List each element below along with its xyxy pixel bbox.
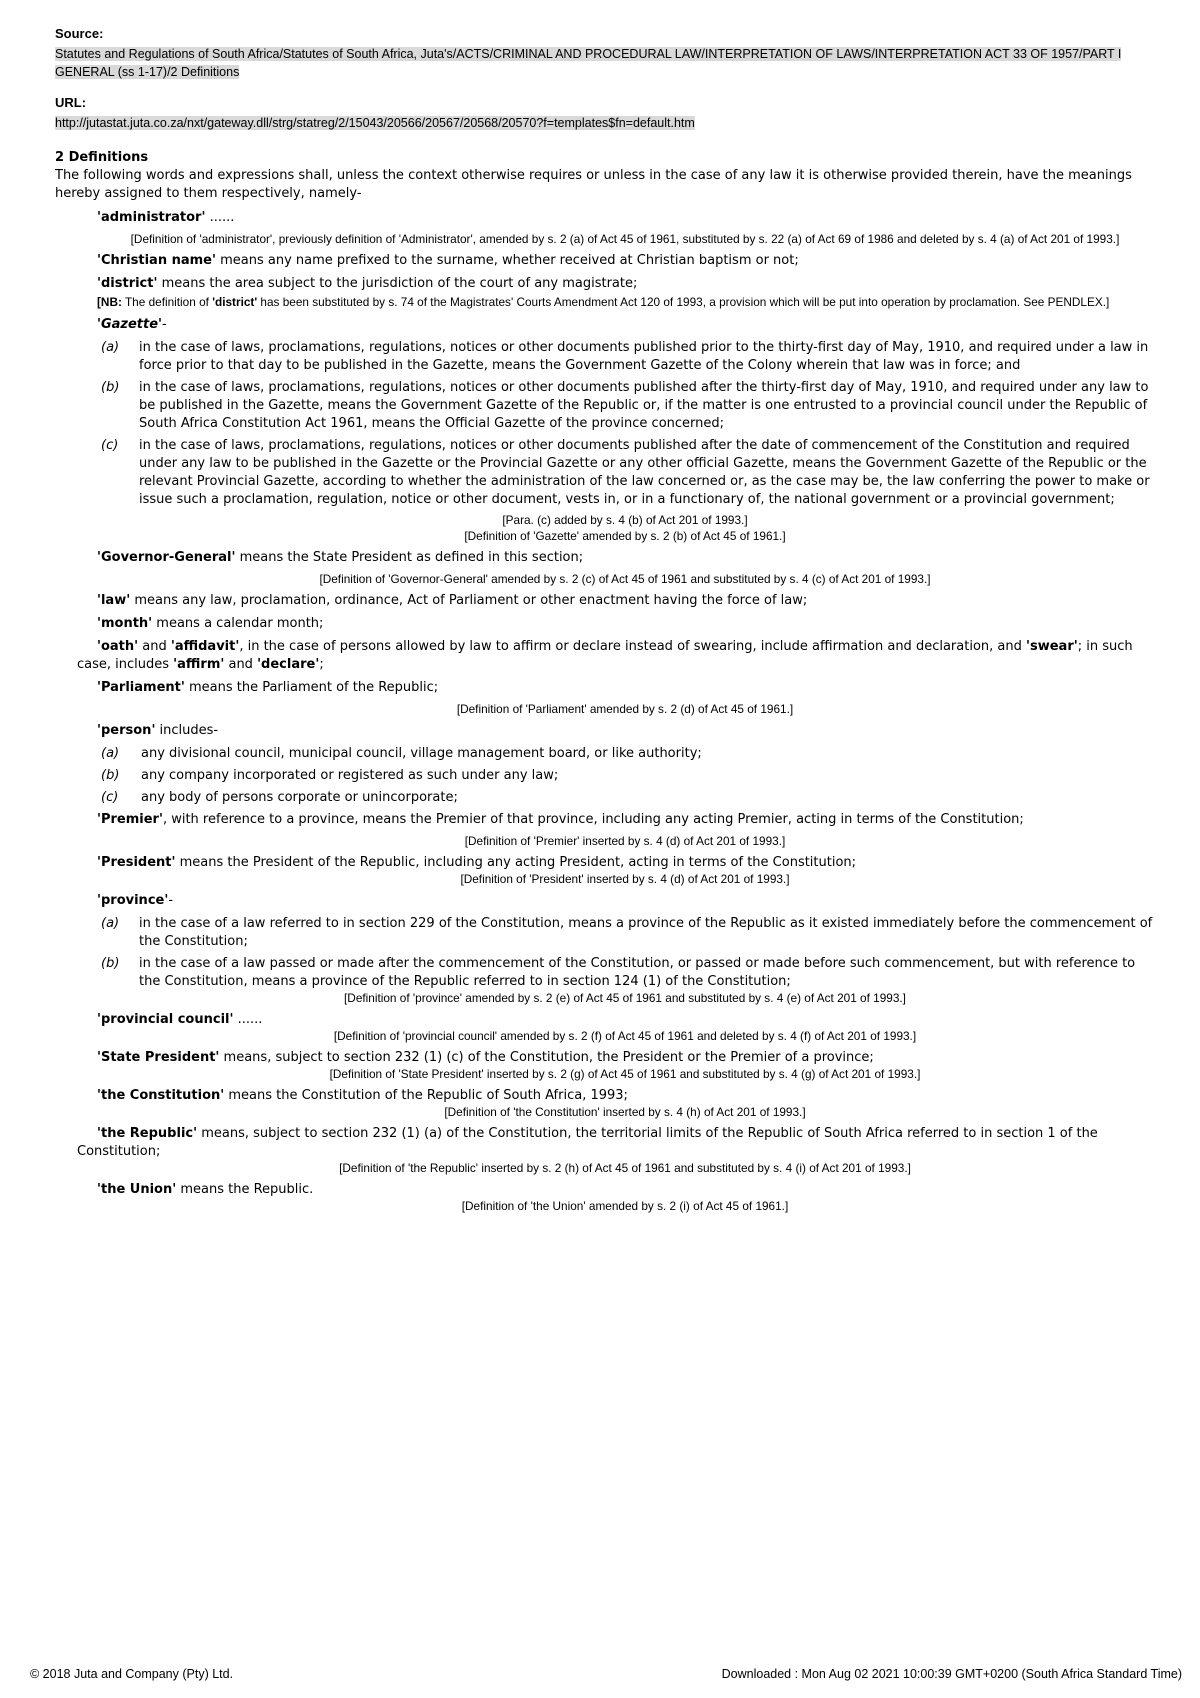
document-page	[55, 26, 1155, 1219]
def-text: and	[138, 639, 171, 654]
sub-label: (c)	[101, 438, 119, 453]
amendment-note: [Definition of 'President' inserted by s. 4 (d) of Act 201 of 1993.]	[460, 872, 790, 886]
def-term: 'Governor-General'	[97, 550, 236, 565]
def-term: 'oath'	[97, 639, 139, 654]
def-text: means the Constitution of the Republic of South Africa, 1993;	[224, 1088, 628, 1103]
def-term: 'affirm'	[173, 657, 225, 672]
def-month	[97, 615, 1155, 633]
def-text: means the Republic.	[176, 1182, 314, 1197]
url-line[interactable]	[55, 114, 1155, 132]
def-term: 'State President'	[97, 1050, 220, 1065]
amendment-note: [Definition of 'Parliament' amended by s. 2 (d) of Act 45 of 1961.]	[456, 702, 794, 716]
sub-text: in the case of laws, proclamations, regulations, notices or other documents published after the date of commencement of the Constitution and required under any law to be published in the Gazette or the Provincial Gazette or any other official Gazette, means the Government Gazette of the Republic or the relevant Provincial Gazette, according to whether the administration of the law concerned or, as the case may be, the law conferring the power to make or issue such a proclamation, regulation, notice or other document, vests in, or in a functionary of, the national government or a provincial government;	[139, 438, 1150, 507]
def-christian-name	[97, 252, 1155, 270]
download-timestamp: Downloaded : Mon Aug 02 2021 10:00:39 GMT+0200 (South Africa Standard Time)	[721, 1667, 1182, 1681]
sub-label: (a)	[101, 916, 120, 931]
copyright-text: © 2018 Juta and Company (Pty) Ltd.	[30, 1667, 234, 1681]
sub-paragraph	[97, 745, 1155, 763]
def-term: 'declare'	[257, 657, 320, 672]
amendment-note: [Definition of 'Premier' inserted by s. 4 (d) of Act 201 of 1993.]	[464, 834, 786, 848]
source-label: Source:	[55, 26, 104, 41]
amendment-note: [Definition of 'Governor-General' amended by s. 2 (c) of Act 45 of 1961 and substituted by s. 4 (c) of Act 201 of 1993.]	[319, 572, 931, 586]
def-the-union	[97, 1181, 1155, 1199]
sub-text: in the case of a law passed or made after the commencement of the Constitution, or passed or made before such commencement, but with reference to the Constitution, means a province of the Republic referred to in section 124 (1) of the Constitution;	[139, 956, 1136, 989]
amendment-note: [Definition of 'Gazette' amended by s. 2 (b) of Act 45 of 1961.]	[464, 529, 786, 543]
sub-paragraph	[97, 789, 1155, 807]
sub-paragraph	[97, 437, 1155, 509]
def-term: 'swear'	[1026, 639, 1078, 654]
def-the-constitution	[97, 1087, 1155, 1105]
def-provincial-council	[97, 1011, 1155, 1029]
def-text: means, subject to section 232 (1) (a) of the Constitution, the territorial limits of the Republic of South Africa referred to in section 1 of the Constitution;	[77, 1126, 1098, 1159]
url-label: URL:	[55, 95, 87, 110]
nb-term: 'district'	[212, 295, 258, 309]
def-text: means any law, proclamation, ordinance, Act of Parliament or other enactment having the force of law;	[130, 593, 808, 608]
def-text: ......	[233, 1012, 263, 1027]
def-term: 'affidavit'	[170, 639, 240, 654]
sub-label: (b)	[101, 956, 120, 971]
def-text: means the Parliament of the Republic;	[184, 680, 439, 695]
def-text: ;	[319, 657, 324, 672]
def-text: ; in such case, includes	[77, 639, 1133, 672]
sub-text: any divisional council, municipal council, village management board, or like authority;	[141, 746, 702, 761]
def-text: means the President of the Republic, including any acting President, acting in terms of the Constitution;	[175, 855, 857, 870]
sub-label: (b)	[101, 380, 120, 395]
sub-text: in the case of a law referred to in section 229 of the Constitution, means a province of the Republic as it existed immediately before the commencement of the Constitution;	[139, 916, 1153, 949]
def-term: 'province'	[97, 893, 169, 908]
source-text: Statutes and Regulations of South Africa/Statutes of South Africa, Juta's/ACTS/CRIMINAL AND PROCEDURAL LAW/INTERPRETATION OF LAWS/INTERPRETATION ACT 33 OF 1957/PART I GENERAL (ss 1-17)/2 Definitions	[55, 47, 1122, 79]
def-state-president	[97, 1049, 1155, 1067]
def-term: 'district'	[97, 276, 158, 291]
def-term: 'administrator'	[97, 210, 206, 225]
def-premier	[77, 811, 1155, 829]
sub-text: any company incorporated or registered as such under any law;	[141, 768, 559, 783]
sub-paragraph	[97, 915, 1155, 951]
sub-label: (a)	[101, 340, 120, 355]
def-text: includes-	[155, 723, 219, 738]
def-term: 'person'	[97, 723, 156, 738]
def-president	[97, 854, 1155, 872]
amendment-note: [Definition of 'the Constitution' inserted by s. 4 (h) of Act 201 of 1993.]	[444, 1105, 806, 1119]
nb-pre: The definition of	[121, 295, 213, 309]
def-text: ......	[205, 210, 235, 225]
sub-text: any body of persons corporate or unincorporate;	[141, 790, 458, 805]
amendment-note: [Definition of 'province' amended by s. 2 (e) of Act 45 of 1961 and substituted by s. 4 (e) of Act 201 of 1993.]	[344, 991, 906, 1005]
def-term: 'Gazette'	[97, 317, 163, 332]
nb-note	[97, 295, 1155, 310]
page-footer	[30, 1667, 1182, 1681]
def-text: means the State President as defined in this section;	[235, 550, 584, 565]
def-term: 'law'	[97, 593, 131, 608]
def-term: 'President'	[97, 855, 176, 870]
def-term: 'Christian name'	[97, 253, 216, 268]
def-the-republic	[77, 1125, 1155, 1161]
def-term: 'the Union'	[97, 1182, 177, 1197]
def-text: means, subject to section 232 (1) (c) of the Constitution, the President or the Premier of a province;	[219, 1050, 874, 1065]
def-oath	[77, 638, 1155, 674]
sub-label: (c)	[101, 790, 119, 805]
def-term: 'Premier'	[97, 812, 163, 827]
def-dash: -	[168, 893, 174, 908]
url-link[interactable]: http://jutastat.juta.co.za/nxt/gateway.dll/strg/statreg/2/15043/20566/20567/20568/20570?f=templates$fn=default.htm	[55, 116, 695, 130]
def-text: , with reference to a province, means the Premier of that province, including any acting Premier, acting in terms of the Constitution;	[162, 812, 1024, 827]
amendment-note: [Definition of 'administrator', previously definition of 'Administrator', amended by s. 2 (a) of Act 45 of 1961, substituted by s. 22 (a) of Act 69 of 1986 and deleted by s. 4 (a) of Act 201 of 1993.]	[130, 232, 1120, 246]
nb-post: has been substituted by s. 74 of the Magistrates' Courts Amendment Act 120 of 1993, a provision which will be put into operation by proclamation. See PENDLEX.]	[257, 295, 1110, 309]
def-administrator	[97, 209, 1155, 227]
sub-paragraph	[97, 955, 1155, 991]
section-intro: The following words and expressions shall, unless the context otherwise requires or unless in the case of any law it is otherwise provided therein, have the meanings hereby assigned to them respectively, namely-	[55, 168, 1132, 201]
sub-label: (a)	[101, 746, 120, 761]
sub-text: in the case of laws, proclamations, regulations, notices or other documents published after the thirty-first day of May, 1910, and required under any law to be published in the Gazette, means the Government Gazette of the Republic or, if the matter is one entrusted to a provincial council under the Republic of South Africa Constitution Act 1961, means the Official Gazette of the province concerned;	[139, 380, 1149, 431]
def-text: means a calendar month;	[152, 616, 324, 631]
def-parliament	[97, 679, 1155, 697]
def-governor-general	[97, 549, 1155, 567]
sub-text: in the case of laws, proclamations, regulations, notices or other documents published prior to the thirty-first day of May, 1910, and required under a law in force prior to that day to be published in the Gazette, means the Government Gazette of the Colony wherein that law was in force; and	[139, 340, 1149, 373]
sub-paragraph	[97, 379, 1155, 433]
amendment-note: [Definition of 'the Union' amended by s. 2 (i) of Act 45 of 1961.]	[461, 1199, 789, 1213]
nb-label: [NB:	[97, 295, 122, 309]
def-text: and	[224, 657, 258, 672]
def-dash: -	[162, 317, 167, 332]
amendment-note: [Para. (c) added by s. 4 (b) of Act 201 of 1993.]	[502, 513, 748, 527]
def-text: means the area subject to the jurisdiction of the court of any magistrate;	[157, 276, 638, 291]
def-law	[97, 592, 1155, 610]
amendment-note: [Definition of 'provincial council' amended by s. 2 (f) of Act 45 of 1961 and deleted by s. 4 (f) of Act 201 of 1993.]	[333, 1029, 917, 1043]
def-text: , in the case of persons allowed by law to affirm or declare instead of swearing, include affirmation and declaration, and	[239, 639, 1026, 654]
def-term: 'provincial council'	[97, 1012, 234, 1027]
sub-paragraph	[97, 339, 1155, 375]
def-district	[97, 275, 1155, 293]
def-text: means any name prefixed to the surname, whether received at Christian baptism or not;	[215, 253, 799, 268]
sub-paragraph	[97, 767, 1155, 785]
def-gazette	[97, 316, 1155, 334]
def-term: 'Parliament'	[97, 680, 185, 695]
source-path	[55, 45, 1155, 81]
def-term: 'month'	[97, 616, 153, 631]
def-term: 'the Constitution'	[97, 1088, 225, 1103]
def-province	[97, 892, 1155, 910]
amendment-note: [Definition of 'State President' inserted by s. 2 (g) of Act 45 of 1961 and substituted by s. 4 (g) of Act 201 of 1993.]	[329, 1067, 921, 1081]
def-term: 'the Republic'	[97, 1126, 198, 1141]
amendment-note: [Definition of 'the Republic' inserted by s. 2 (h) of Act 45 of 1961 and substituted by s. 4 (i) of Act 201 of 1993.]	[339, 1161, 911, 1175]
def-person	[97, 722, 1155, 740]
section-title: 2 Definitions	[55, 150, 149, 165]
sub-label: (b)	[101, 768, 120, 783]
